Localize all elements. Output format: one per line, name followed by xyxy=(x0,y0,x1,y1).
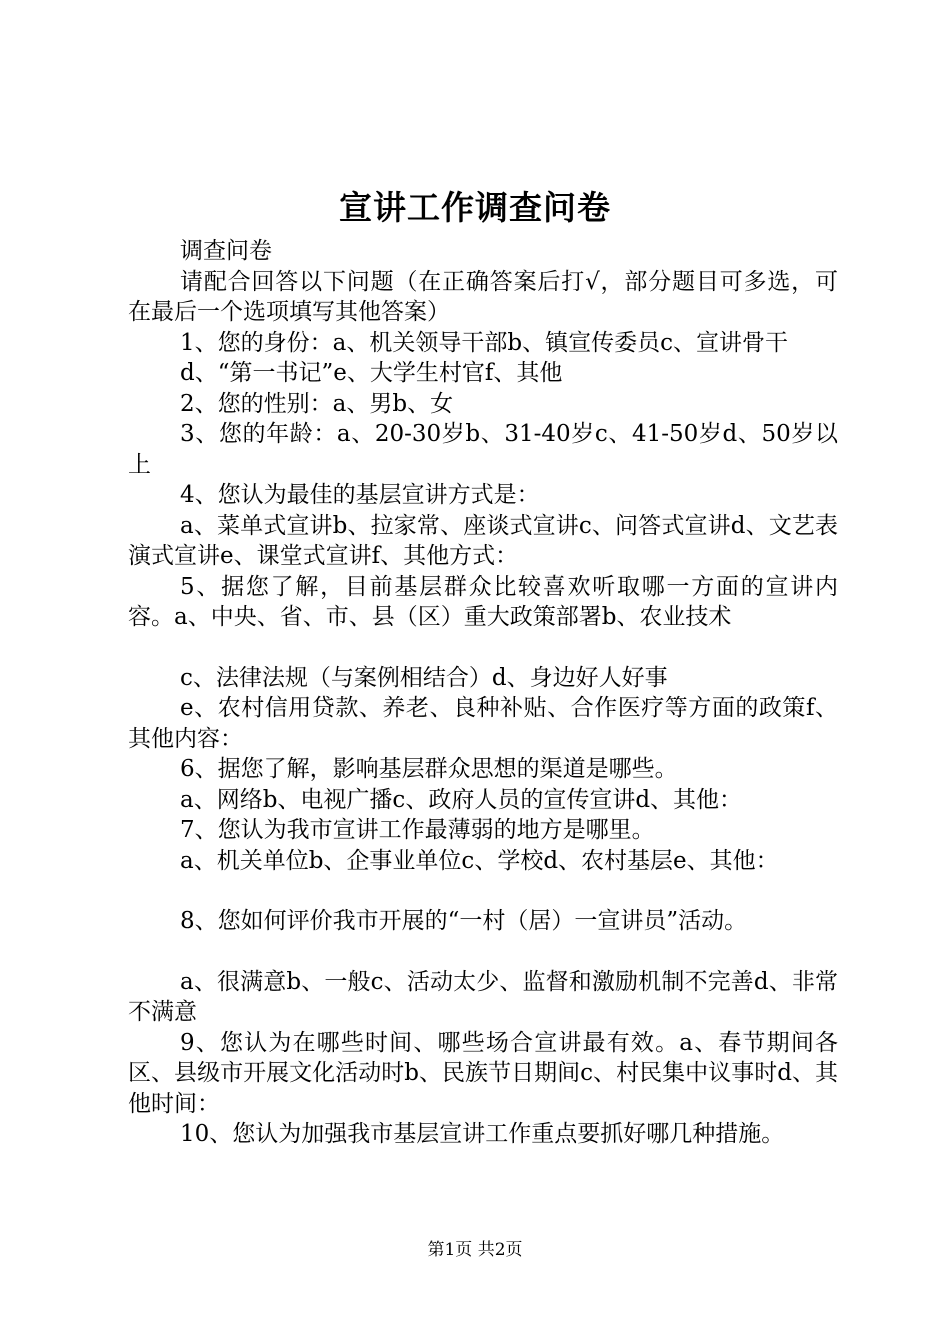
question-10: 10、您认为加强我市基层宣讲工作重点要抓好哪几种措施。 xyxy=(180,1121,785,1147)
document-title: 宣讲工作调查问卷 xyxy=(339,188,611,227)
question-4-options: a、菜单式宣讲b、拉家常、座谈式宣讲c、问答式宣讲d、文艺表演式宣讲e、课堂式宣讲f、其他方式： xyxy=(128,512,838,569)
question-1-options-continued: d、“第一书记”e、大学生村官f、其他 xyxy=(180,360,563,386)
question-9: 9、您认为在哪些时间、哪些场合宣讲最有效。a、春节期间各区、县级市开展文化活动时b、民族节日期间c、村民集中议事时d、其他时间： xyxy=(128,1029,838,1117)
question-5-options-e-f: e、农村信用贷款、养老、良种补贴、合作医疗等方面的政策f、其他内容： xyxy=(128,695,838,752)
question-1: 1、您的身份：a、机关领导干部b、镇宣传委员c、宣讲骨干 xyxy=(180,329,788,356)
question-7: 7、您认为我市宣讲工作最薄弱的地方是哪里。 xyxy=(180,817,655,843)
document-body xyxy=(128,236,838,1150)
question-7-options: a、机关单位b、企事业单位c、学校d、农村基层e、其他： xyxy=(180,847,779,874)
question-5-options-c-d: c、法律法规（与案例相结合）d、身边好人好事 xyxy=(180,664,668,691)
question-6: 6、据您了解，影响基层群众思想的渠道是哪些。 xyxy=(180,756,678,782)
question-8: 8、您如何评价我市开展的“一村（居）一宣讲员”活动。 xyxy=(180,908,748,934)
question-6-options: a、网络b、电视广播c、政府人员的宣传宣讲d、其他： xyxy=(180,786,743,813)
blank-line xyxy=(128,937,838,967)
question-2: 2、您的性别：a、男b、女 xyxy=(180,390,454,417)
question-3: 3、您的年龄：a、20-30岁b、31-40岁c、41-50岁d、50岁以上 xyxy=(128,421,838,478)
question-5: 5、据您了解，目前基层群众比较喜欢听取哪一方面的宣讲内容。a、中央、省、市、县（区）重大政策部署b、农业技术 xyxy=(128,573,838,630)
paragraph-instructions: 请配合回答以下问题（在正确答案后打√，部分题目可多选，可在最后一个选项填写其他答案） xyxy=(128,268,838,325)
question-8-options: a、很满意b、一般c、活动太少、监督和激励机制不完善d、非常不满意 xyxy=(128,968,838,1025)
blank-line xyxy=(128,633,838,663)
question-4: 4、您认为最佳的基层宣讲方式是： xyxy=(180,482,540,508)
page-number-footer: 第1页 共2页 xyxy=(427,1240,523,1260)
paragraph-survey-heading: 调查问卷 xyxy=(180,238,272,264)
blank-line xyxy=(128,876,838,906)
